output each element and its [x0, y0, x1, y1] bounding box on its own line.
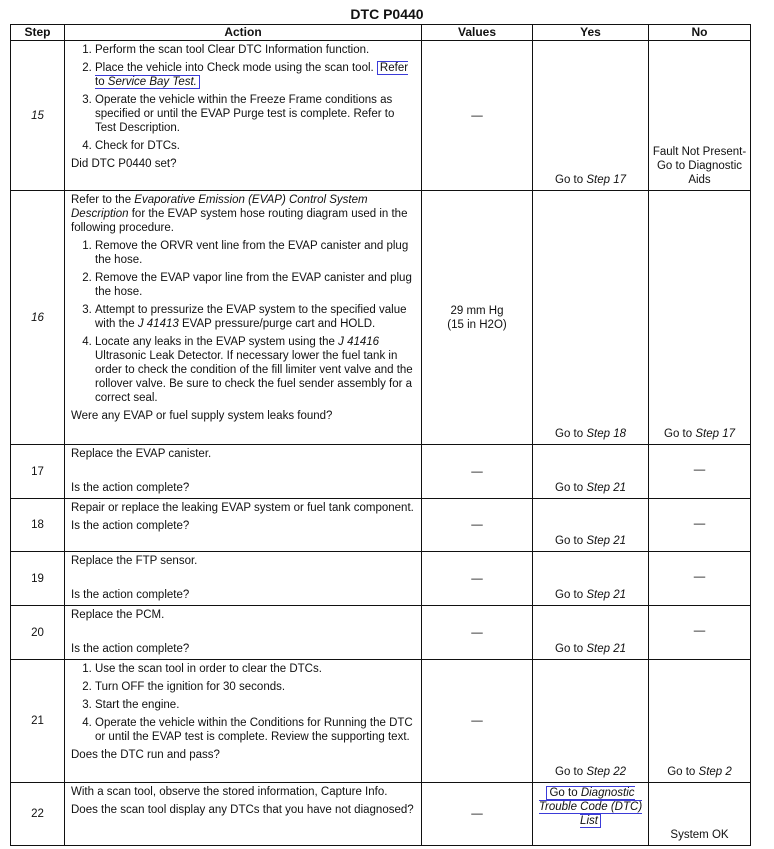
table-row [11, 606, 751, 660]
table-row [11, 783, 751, 846]
header-step: Step [11, 25, 65, 41]
table-row [11, 445, 751, 499]
step-number: 19 [11, 552, 65, 606]
question: Is the action complete? [71, 643, 190, 655]
value-dash: — [422, 783, 533, 846]
list-item: 3. Operate the vehicle within the Freeze Frame conditions as specified or until the EVAP Purge test is complete. Refer to Test Description. [95, 93, 415, 135]
action-cell [65, 660, 422, 783]
value-mmhg: 29 mm Hg [450, 304, 504, 317]
value-dash: — [422, 660, 533, 783]
step-number: 22 [11, 783, 65, 846]
no-result: — [649, 606, 751, 660]
table-row [11, 499, 751, 552]
no-result: — [649, 499, 751, 552]
list-item: 3. Attempt to pressurize the EVAP system to the specified value with the J 41413 EVAP pressure/purge cart and HOLD. [95, 303, 415, 331]
step-number: 21 [11, 660, 65, 783]
no-result: Go to Step 17 [649, 191, 751, 445]
question: Did DTC P0440 set? [71, 158, 177, 170]
value-pressure [422, 191, 533, 445]
list-item: 4. Check for DTCs. [95, 139, 415, 153]
action-cell [65, 783, 422, 846]
no-result: — [649, 552, 751, 606]
header-action: Action [65, 25, 422, 41]
action-cell [65, 445, 422, 499]
yes-result: Go to Step 21 [533, 606, 649, 660]
no-result: — [649, 445, 751, 499]
action-text: Replace the FTP sensor. [71, 555, 198, 567]
question: Does the scan tool display any DTCs that you have not diagnosed? [71, 804, 414, 816]
question: Is the action complete? [71, 520, 190, 532]
header-row [11, 25, 751, 41]
list-item: 3. Start the engine. [95, 698, 415, 712]
value-dash: — [422, 552, 533, 606]
yes-result: Go to Step 21 [533, 499, 649, 552]
no-result: Go to Step 2 [649, 660, 751, 783]
value-dash: — [422, 606, 533, 660]
yes-result: Go to Step 17 [533, 41, 649, 191]
header-values: Values [422, 25, 533, 41]
header-no: No [649, 25, 751, 41]
question: Is the action complete? [71, 589, 190, 601]
value-dash: — [422, 499, 533, 552]
step-number: 16 [11, 191, 65, 445]
action-text: With a scan tool, observe the stored information, Capture Info. [71, 786, 388, 798]
question: Were any EVAP or fuel supply system leaks found? [71, 410, 333, 422]
list-item: 2. Place the vehicle into Check mode using the scan tool. Refer to Service Bay Test. [95, 61, 415, 89]
yes-result [533, 783, 649, 846]
action-text: Repair or replace the leaking EVAP system or fuel tank component. [71, 502, 414, 514]
yes-result: Go to Step 18 [533, 191, 649, 445]
table-row [11, 191, 751, 445]
action-cell [65, 606, 422, 660]
list-item: 4. Locate any leaks in the EVAP system using the J 41416 Ultrasonic Leak Detector. If necessary lower the fuel tank in order to check the condition of the fill limiter vent valve and the rollover valve. Be sure to check the fuel sender assembly for a correct seal. [95, 335, 415, 405]
diagnostic-table [10, 24, 751, 846]
header-yes: Yes [533, 25, 649, 41]
list-item: 4. Operate the vehicle within the Conditions for Running the DTC or until the EVAP test is complete. Review the supporting text. [95, 716, 415, 744]
service-bay-test-link[interactable]: Refer to Service Bay Test. [95, 62, 409, 88]
action-cell [65, 41, 422, 191]
yes-result: Go to Step 21 [533, 552, 649, 606]
table-row [11, 660, 751, 783]
list-item: 1. Remove the ORVR vent line from the EVAP canister and plug the hose. [95, 239, 415, 267]
no-result: Fault Not Present-Go to Diagnostic Aids [649, 41, 751, 191]
list-item: 2. Turn OFF the ignition for 30 seconds. [95, 680, 415, 694]
table-row [11, 552, 751, 606]
intro-text: Refer to the Evaporative Emission (EVAP) Control System Description for the EVAP system hose routing diagram used in the following procedure. [71, 194, 408, 234]
action-text: Replace the PCM. [71, 609, 165, 621]
step-number: 18 [11, 499, 65, 552]
yes-result: Go to Step 21 [533, 445, 649, 499]
step-number: 20 [11, 606, 65, 660]
value-inh2o: (15 in H2O) [447, 318, 507, 331]
yes-result: Go to Step 22 [533, 660, 649, 783]
question: Does the DTC run and pass? [71, 749, 220, 761]
step-number: 17 [11, 445, 65, 499]
action-cell [65, 499, 422, 552]
page-title: DTC P0440 [350, 6, 424, 22]
list-item: 1. Use the scan tool in order to clear the DTCs. [95, 662, 415, 676]
action-text: Replace the EVAP canister. [71, 448, 212, 460]
value-dash: — [422, 41, 533, 191]
action-cell [65, 191, 422, 445]
question: Is the action complete? [71, 482, 190, 494]
action-cell [65, 552, 422, 606]
step-number: 15 [11, 41, 65, 191]
no-result: System OK [649, 783, 751, 846]
list-item: 1. Perform the scan tool Clear DTC Information function. [95, 43, 415, 57]
table-row [11, 41, 751, 191]
list-item: 2. Remove the EVAP vapor line from the EVAP canister and plug the hose. [95, 271, 415, 299]
value-dash: — [422, 445, 533, 499]
dtc-list-link[interactable]: Go to Diagnostic Trouble Code (DTC) List [538, 787, 643, 827]
